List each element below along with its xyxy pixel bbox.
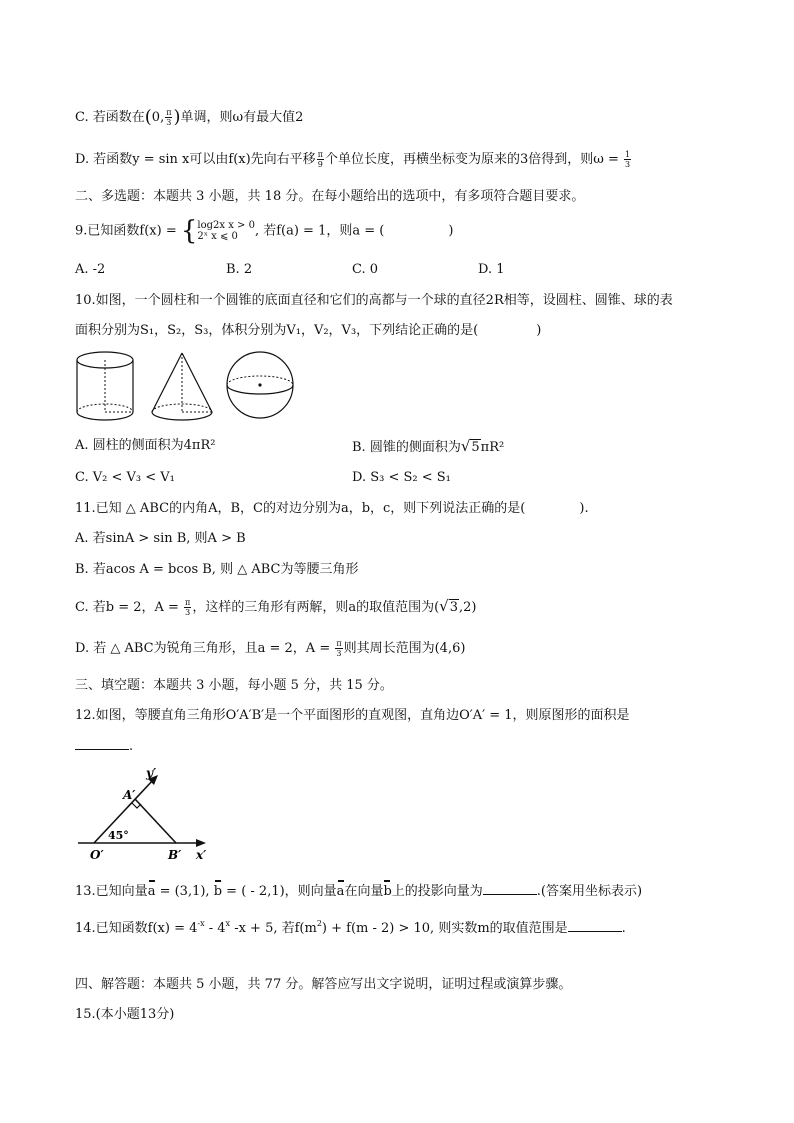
section-4-heading: 四、解答题：本题共 5 小题，共 77 分。解答应写出文字说明，证明过程或演算步骤。 [75,977,572,992]
section-2-heading: 二、多选题：本题共 3 小题，共 18 分。在每小题给出的选项中，有多项符合题目要求。 [75,189,585,204]
q10-stem-line2: 面积分别为S₁，S₂，S₃，体积分别为V₁，V₂，V₃，下列结论正确的是( ) [75,323,542,338]
label-x: x′ [196,848,207,862]
question-14: 14.已知函数$f(x) = 4^{-x} - 4^x$ -x + 5, 若$f(m^2) + f(m - 2) > 10$, 则实数m的取值范围是 . [75,919,626,936]
q10-option-b: B. 圆锥的侧面积为√5πR² [352,437,505,455]
q9-option-c: C. 0 [352,262,379,277]
label-45-degrees: 45° [108,829,129,842]
q10-option-a: A. 圆柱的侧面积为4πR² [75,438,216,453]
q12-stem: 12.如图，等腰直角三角形O′A′B′是一个平面图形的直观图，直角边O′A′ = 1，则原图形的面积是 [75,708,630,723]
answer-blank[interactable] [483,882,537,895]
label-y: y′ [146,766,157,780]
q8-option-c: C. 若函数在(0, $\frac{\pi}{3}$ )单调，则ω有最大值2 [75,106,304,128]
q11-stem: 11.已知 △ ABC的内角A，B，C的对边分别为a，b，c，则下列说法正确的是( ). [75,501,589,516]
cylinder-figure [74,350,136,422]
q11-option-a: A. 若sinA > sin B, 则A > B [75,531,246,546]
answer-blank[interactable] [568,919,622,932]
q11-option-c: C. 若b = 2，A = $\frac{\pi}{3}$ ，这样的三角形有两解，则a的取值范围为(√3,2) [75,597,477,617]
question-15: 15.(本小题13分) [75,1007,175,1022]
label-b: B′ [168,848,182,862]
one-third-fraction: $\frac{1}{3}$ [624,150,631,169]
cone-figure [149,350,215,422]
question-13: 13.已知向量a = (3,1), b = ( - 2,1)，则向量a在向量b上的投影向量为 .(答案用坐标表示) [75,884,643,899]
pi-over-9-fraction: $\frac{\pi}{9}$ [317,150,323,169]
pi-over-3-fraction: $\frac{\pi}{3}$ [166,108,172,127]
q9-option-b: B. 2 [226,262,253,277]
q11-option-d: D. 若 △ ABC为锐角三角形，且a = 2，A = $\frac{\pi}{3}$ 则其周长范围为(4,6) [75,639,466,658]
oblique-axes-figure [74,765,214,865]
answer-blank[interactable] [75,737,129,750]
q9-option-a: A. -2 [75,262,106,277]
label-a: A′ [123,788,136,802]
q11-option-b: B. 若acos A = bcos B, 则 △ ABC为等腰三角形 [75,562,359,577]
question-9: 9.已知函数f(x) = { log2x x > 0 2ˣ x ⩽ 0 , 若f(a) = 1，则a = ( ) [75,216,454,246]
q10-option-d: D. S₃ < S₂ < S₁ [352,470,451,485]
q10-option-c: C. V₂ < V₃ < V₁ [75,470,175,485]
q8-option-d: D. 若函数y = sin x可以由f(x)先向右平移 $\frac{\pi}{9}$ 个单位长度，再横坐标变为原来的3倍得到，则ω = $\frac{1}{3}$ [75,150,631,169]
q12-answer-line: . [75,737,133,756]
section-3-heading: 三、填空题：本题共 3 小题，每小题 5 分，共 15 分。 [75,678,393,693]
sphere-figure [225,350,295,422]
q9-option-d: D. 1 [478,262,505,277]
label-o: O′ [90,848,104,862]
q10-stem-line1: 10.如图，一个圆柱和一个圆锥的底面直径和它们的高都与一个球的直径2R相等，设圆柱、圆锥、球的表 [75,293,673,308]
